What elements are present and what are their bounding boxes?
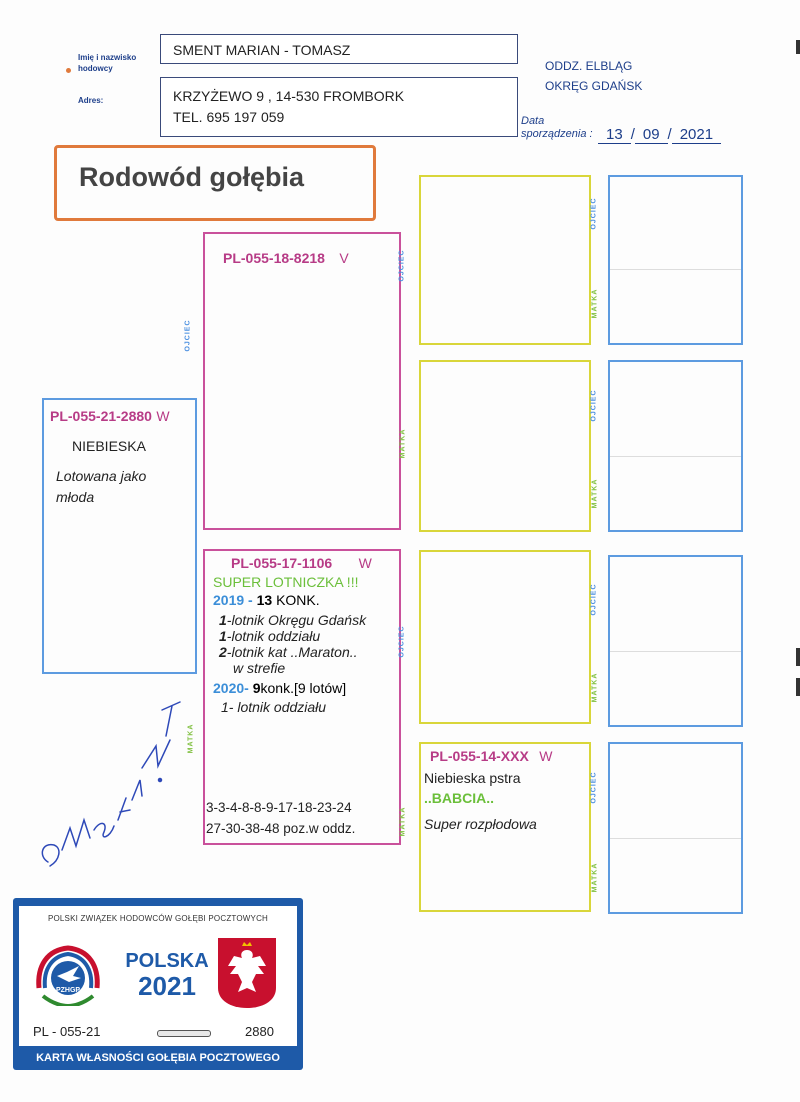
year-2020-count: 9 [252, 680, 261, 696]
grandfather-paternal-box [419, 175, 591, 345]
father-ring: PL-055-18-8218 [223, 250, 325, 266]
great-grandparents-box-3 [608, 555, 743, 727]
card-footer: KARTA WŁASNOŚCI GOŁĘBIA POCZTOWEGO [36, 1052, 280, 1064]
year-2019: 2019 [213, 592, 245, 608]
pigeon-color: NIEBIESKA [72, 438, 146, 454]
year-2020-sep: - [244, 680, 253, 696]
year-2020: 2020 [213, 680, 245, 696]
places-line-1: 3-3-4-8-8-9-17-18-23-24 [206, 800, 352, 815]
father-box [203, 232, 401, 530]
branch-okreg: OKRĘG GDAŃSK [545, 79, 643, 93]
grandmother-sex: W [539, 748, 553, 764]
great-grandparents-box-1 [608, 175, 743, 345]
mother-ring: PL-055-17-1106 [231, 555, 333, 571]
handwritten-signature [30, 670, 200, 880]
branch-info [545, 56, 642, 96]
result-3-continued: w strefie [233, 660, 286, 676]
card-inner [19, 906, 297, 1046]
card-country: POLSKA [125, 950, 209, 972]
father-sex: V [339, 250, 349, 266]
mother-box [203, 549, 401, 845]
year-2019-sep: - [244, 592, 257, 608]
pzhgp-logo [33, 936, 103, 1006]
divider [610, 651, 741, 652]
grandmother-color: Niebieska pstra [424, 770, 521, 786]
card-org: POLSKI ZWIĄZEK HODOWCÓW GOŁĘBI POCZTOWYCH [47, 914, 269, 923]
places-line-2: 27-30-38-48 poz.w oddz. [206, 821, 356, 836]
label-matka-6: MATKA [591, 672, 599, 703]
card-year: 2021 [138, 971, 196, 1001]
label-matka-1: MATKA [187, 723, 195, 754]
date-value[interactable]: 13 / 09 / 2021 [598, 126, 721, 143]
great-grandparents-box-4 [608, 742, 743, 914]
address-label: Adres: [78, 96, 104, 105]
label-matka-3: MATKA [399, 806, 407, 837]
card-ring-number: 2880 [245, 1024, 274, 1039]
branch-oddzial: ODDZ. ELBLĄG [545, 59, 633, 73]
address-field[interactable] [160, 77, 518, 137]
pigeon-ring: PL-055-21-2880 [50, 408, 152, 424]
ownership-card [13, 898, 303, 1070]
mother-sex: W [358, 555, 372, 571]
title-box [54, 145, 376, 221]
scan-mark [796, 40, 800, 54]
address-line-2: TEL. 695 197 059 [173, 109, 285, 125]
page-title: Rodowód gołębia [79, 162, 304, 192]
card-ring-prefix: PL - 055-21 [33, 1024, 101, 1039]
date-day: 13 [598, 126, 631, 144]
pigeon-box [42, 398, 197, 674]
label-ojciec-1: OJCIEC [184, 319, 192, 352]
scan-mark [796, 648, 800, 666]
date-label-line-1: Data [521, 115, 545, 127]
label-ojciec-5: OJCIEC [590, 389, 598, 422]
grandmother-ring: PL-055-14-XXX [430, 748, 529, 764]
result-1-text: -lotnik Okręgu Gdańsk [226, 612, 367, 628]
divider [610, 456, 741, 457]
label-matka-7: MATKA [591, 862, 599, 893]
result-4-text: 1- lotnik oddziału [221, 699, 327, 715]
year-2019-label: KONK. [272, 592, 320, 608]
label-matka-2: MATKA [399, 428, 407, 459]
year-2019-count: 13 [256, 592, 273, 608]
grandmother-maternal-box [419, 742, 591, 912]
label-ojciec-6: OJCIEC [590, 583, 598, 616]
result-1-num: 1 [219, 612, 227, 628]
polish-eagle-emblem [216, 936, 278, 1010]
result-2-num: 1 [219, 628, 227, 644]
year-2020-label: konk.[9 lotów] [260, 680, 347, 696]
great-grandparents-box-2 [608, 360, 743, 532]
date-year: 2021 [672, 126, 721, 144]
breeder-name-field[interactable]: SMENT MARIAN - TOMASZ [160, 34, 518, 64]
result-3-num: 2 [219, 644, 227, 660]
result-3-text: -lotnik kat ..Maraton.. [226, 644, 358, 660]
pigeon-sex: W [156, 408, 170, 424]
label-ojciec-4: OJCIEC [590, 197, 598, 230]
svg-text:PZHGP: PZHGP [55, 987, 81, 994]
grandmother-note: Super rozpłodowa [424, 816, 537, 832]
card-title [122, 950, 212, 999]
date-label-line-2: sporządzenia : [521, 128, 593, 140]
label-ojciec-7: OJCIEC [590, 771, 598, 804]
pigeon-note: Lotowana jako młoda [56, 468, 147, 505]
scan-mark [796, 678, 800, 696]
grandfather-maternal-box [419, 550, 591, 724]
bullet-dot [66, 68, 71, 73]
label-matka-5: MATKA [591, 478, 599, 509]
label-ojciec-3: OJCIEC [398, 625, 406, 658]
divider [610, 838, 741, 839]
divider [610, 269, 741, 270]
label-ojciec-2: OJCIEC [398, 249, 406, 282]
breeder-name-label: Imię i nazwisko hodowcy [78, 53, 137, 73]
grandmother-nickname: ..BABCIA.. [424, 790, 494, 806]
address-line-1: KRZYŻEWO 9 , 14-530 FROMBORK [173, 88, 405, 104]
label-matka-4: MATKA [591, 288, 599, 319]
mother-tagline: SUPER LOTNICZKA !!! [213, 574, 359, 590]
result-2-text: -lotnik oddziału [226, 628, 321, 644]
card-slot [157, 1030, 211, 1037]
date-label [521, 115, 593, 141]
date-month: 09 [635, 126, 668, 144]
grandmother-paternal-box [419, 360, 591, 532]
